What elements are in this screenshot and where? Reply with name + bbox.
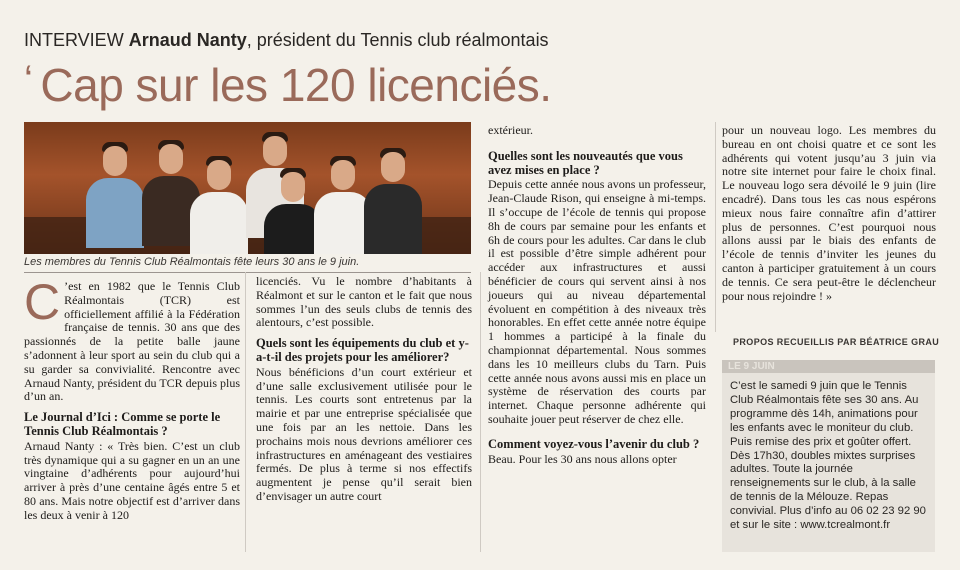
column-divider xyxy=(480,272,481,552)
column-divider xyxy=(715,122,716,332)
kicker-name: Arnaud Nanty xyxy=(128,30,247,50)
question-heading: Quels sont les équipements du club et y-a-t-il des projets pour les améliorer? xyxy=(256,336,469,364)
question-heading: Quelles sont les nouveautés que vous avez mises en place ? xyxy=(488,148,683,177)
info-box-text: C’est le samedi 9 juin que le Tennis Club Réalmontais fête ses 30 ans. Au programme dès 14h, animations pour les enfants avec le moniteur du club. Puis remise des prix et goûter offert. Dès 17h30, doubles mixtes surprises adultes. Toute la journée renseignements sur le club, à la salle de tennis de la Mélouze. Repas convivial. Plus d’info au 06 02 23 92 90 et sur le site : www.tcrealmont.fr xyxy=(730,380,926,532)
column-4 xyxy=(722,124,936,303)
answer-paragraph: Nous bénéficions d’un court extérieur et d’une salle exclusivement utilisée pour le tennis. Les courts sont entretenus par la mairie et par une entreprise spécialisée que une fois par an les nettoie. Dans les prochains mois nous devrions améliorer ces infrastructures en aménageant des vestiaires fermés. De plus à terme si nos effectifs augmentent je pense qu’il serait bien d’envisager un autre court xyxy=(256,364,472,503)
question-heading: Le Journal d’Ici : Comme se porte le Tennis Club Réalmontais ? xyxy=(24,410,221,438)
answer-paragraph: pour un nouveau logo. Les membres du bureau en ont choisi quatre et ce sont les adhérents qui votent jusqu’au 3 juin via notre site internet pour faire le choix final. Le nouveau logo sera dévoilé le 9 juin (lire encadré). Dans tous les cas nous espérons mieux nous faire connaître afin d’attirer plus de personnes. C’est pourquoi nous allons aussi par le biais des enfants de l’école de tennis d’inviter les jeunes du canton à participer gratuitement à un cours de tennis. Ce sera peut-être le déclencheur pour nous rejoindre ! » xyxy=(722,123,936,303)
intro-paragraph xyxy=(24,274,240,404)
group-photo xyxy=(24,122,471,254)
info-box-label: LE 9 JUIN xyxy=(728,361,775,372)
info-box xyxy=(722,360,935,552)
column-divider xyxy=(245,272,246,552)
column-1 xyxy=(24,274,240,523)
article-kicker xyxy=(24,30,549,51)
headline-text: Cap sur les 120 licenciés. xyxy=(40,59,552,111)
column-2 xyxy=(256,275,472,504)
photo-caption: Les membres du Tennis Club Réalmontais fête leurs 30 ans le 9 juin. xyxy=(24,256,360,268)
kicker-prefix: INTERVIEW xyxy=(24,30,124,50)
kicker-rest: , président du Tennis club réalmontais xyxy=(246,30,549,50)
answer-paragraph: Arnaud Nanty : « Très bien. C’est un club très dynamique qui a su gagner en un an une vingtaine d’adhérents pour aujourd’hui arriver à près d’une centaine âgés entre 5 et 80 ans. Mais notre objectif est d’arriver dans les deux à venir à 120 xyxy=(24,438,240,522)
answer-paragraph: extérieur. xyxy=(488,123,533,137)
intro-text: ’est en 1982 que le Tennis Club Réalmontais (TCR) est officiellement affilié à la Fédération française de tennis. 30 ans que des passionnés de la petite balle jaune s’adonnent à leur sport au sein du club qui a su garder sa convivialité. Rencontre avec Arnaud Nanty, président du TCR depuis plus d’un an. xyxy=(24,279,240,404)
column-3 xyxy=(488,124,706,466)
headline-quote-mark: ‘ xyxy=(24,58,33,102)
drop-cap: C xyxy=(24,274,61,330)
answer-paragraph: Depuis cette année nous avons un professeur, Jean-Claude Rison, qui enseigne à mi-temps. Il s’occupe de l’école de tennis qui propose 8h de cours par semaine pour les enfants et 6h de cours pour les adultes. Car dans le club il est possible d’être simple adhérent pour accéder aux infrastructures et aussi bénéficier de cours qui servent ainsi à nos joueurs qui au niveau départemental évoluent en compétition à des niveaux très honorables. En effet cette année notre équipe 1 hommes a participé à la finale du championnat départemental. Nous sommes dans les 10 meilleurs clubs du Tarn. Puis cette année nous avons aussi mis en place un système de réservation des courts par internet. Chaque personne adhérente qui souhaite jouer peut réserver de chez elle. xyxy=(488,177,706,426)
byline: PROPOS RECUEILLIS PAR BÉATRICE GRAU xyxy=(733,337,940,347)
answer-paragraph: Beau. Pour les 30 ans nous allons opter xyxy=(488,451,677,466)
answer-paragraph: licenciés. Vu le nombre d’habitants à Réalmont et sur le canton et le fait que nous sommes l’un des seuls clubs de tennis des alentours, c’est possible. xyxy=(256,274,472,330)
caption-divider xyxy=(24,272,471,273)
article-headline xyxy=(24,58,552,112)
question-heading: Comment voyez-vous l’avenir du club ? xyxy=(488,436,700,451)
